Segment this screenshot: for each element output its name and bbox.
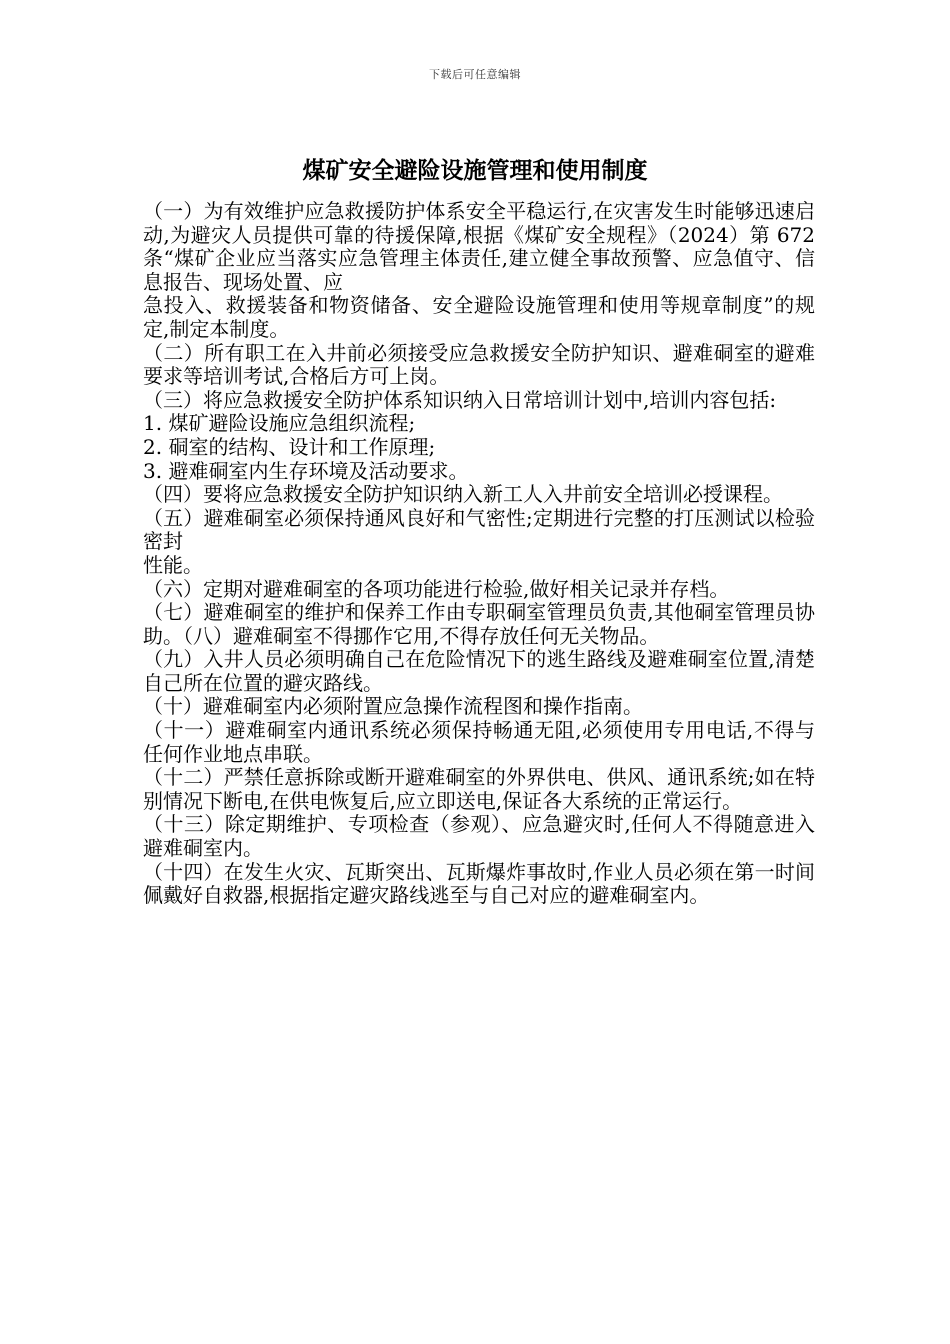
paragraph-3: （三）将应急救援安全防护体系知识纳入日常培训计划中,培训内容包括:	[143, 387, 777, 412]
paragraph-5: （五）避难硐室必须保持通风良好和气密性;定期进行完整的打压测试以检验密封	[143, 505, 815, 554]
paragraph-9: （九）入井人员必须明确自己在危险情况下的逃生路线及避难硐室位置,清楚自己所在位置的避灾路线。	[143, 647, 815, 695]
list-item-1: 1. 煤矿避险设施应急组织流程;	[143, 411, 416, 436]
paragraph-11: （十一）避难硐室内通讯系统必须保持畅通无阻,必须使用专用电话,不得与任何作业地点串联。	[143, 718, 815, 766]
paragraph-10: （十）避难硐室内必须附置应急操作流程图和操作指南。	[143, 694, 643, 719]
document-body	[143, 199, 822, 908]
paragraph-7-8: （七）避难硐室的维护和保养工作由专职硐室管理员负责,其他硐室管理员协助。（八）避难硐室不得挪作它用,不得存放任何无关物品。	[143, 600, 815, 648]
paragraph-14: （十四）在发生火灾、瓦斯突出、瓦斯爆炸事故时,作业人员必须在第一时间佩戴好自救器,根据指定避灾路线逃至与自己对应的避难硐室内。	[143, 859, 815, 908]
paragraph-13: （十三）除定期维护、专项检查（参观）、应急避灾时,任何人不得随意进入避难硐室内。	[143, 812, 815, 861]
list-item-2: 2. 硐室的结构、设计和工作原理;	[143, 434, 436, 459]
header-note: 下载后可任意编辑	[429, 68, 521, 81]
paragraph-1-continued: 急投入、救援装备和物资储备、安全避险设施管理和使用等规章制度”的规定,制定本制度。	[143, 293, 815, 341]
document-title: 煤矿安全避险设施管理和使用制度	[302, 158, 648, 184]
paragraph-2: （二）所有职工在入井前必须接受应急救援安全防护知识、避难硐室的避难要求等培训考试,合格后方可上岗。	[143, 340, 815, 389]
list-item-3: 3. 避难硐室内生存环境及活动要求。	[143, 458, 469, 483]
paragraph-12: （十二）严禁任意拆除或断开避难硐室的外界供电、供风、通讯系统;如在特别情况下断电,在供电恢复后,应立即送电,保证各大系统的正常运行。	[143, 765, 815, 813]
paragraph-5-continued: 性能。	[143, 552, 203, 577]
paragraph-1: （一）为有效维护应急救援防护体系安全平稳运行,在灾害发生时能够迅速启动,为避灾人员提供可靠的待援保障,根据《煤矿安全规程》（2024）第 672 条“煤矿企业应当落实应急管理主体责任,建立健全事故预警、应急值守、信息报告、现场处置、应	[143, 199, 822, 294]
paragraph-4: （四）要将应急救援安全防护知识纳入新工人入井前安全培训必授课程。	[143, 482, 783, 507]
paragraph-6: （六）定期对避难硐室的各项功能进行检验,做好相关记录并存档。	[143, 576, 730, 601]
